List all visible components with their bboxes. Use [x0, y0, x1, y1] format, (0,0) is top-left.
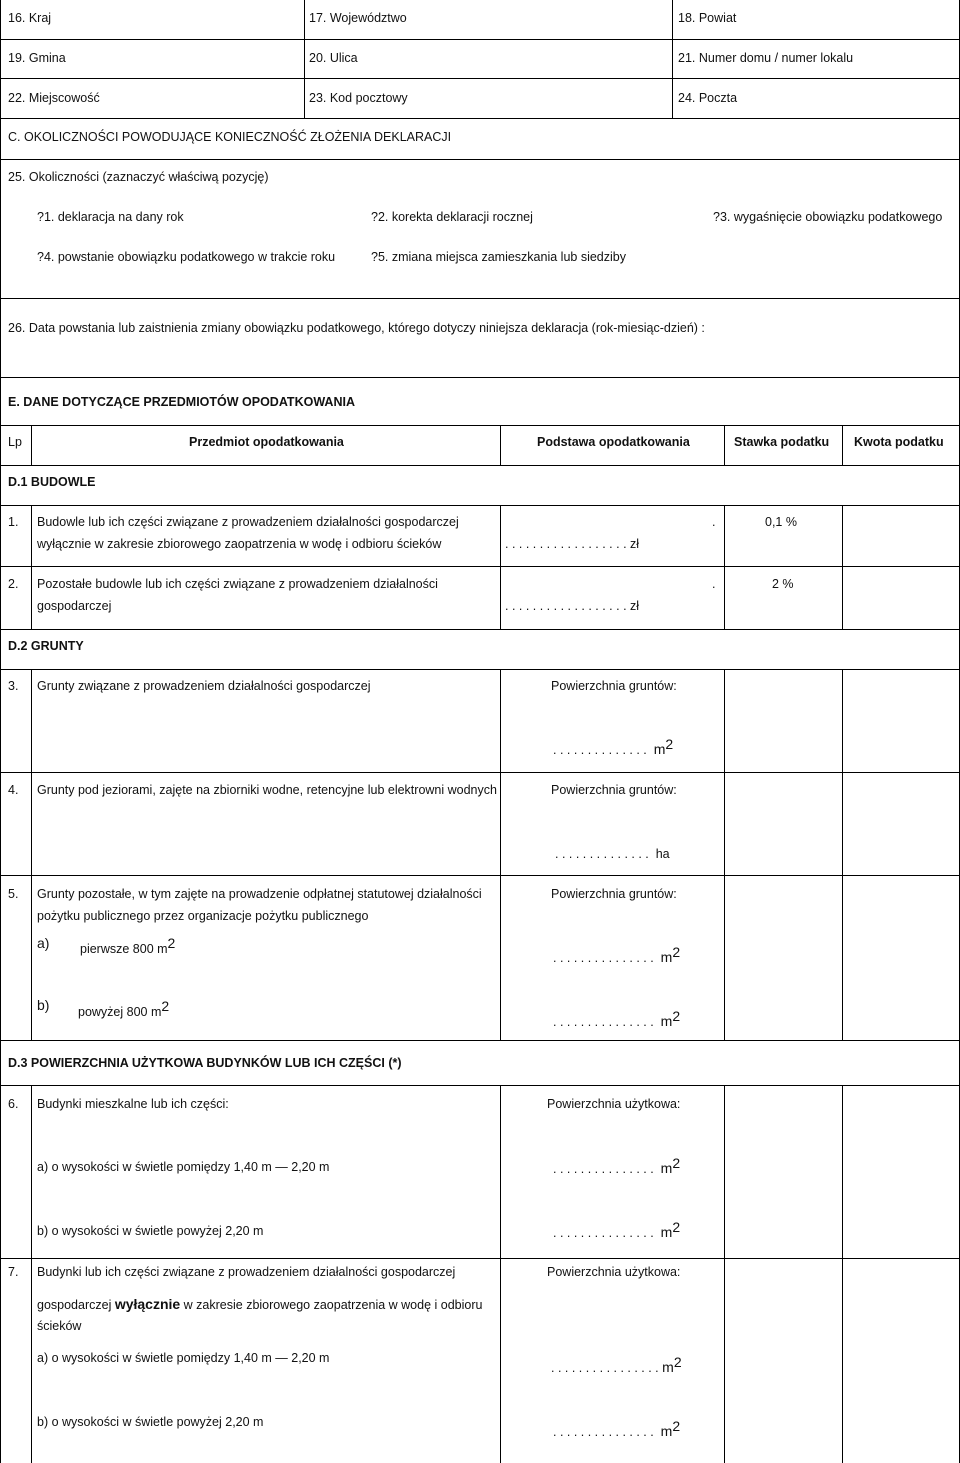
- divider: [842, 505, 843, 630]
- divider: [842, 1085, 843, 1463]
- row-4-area-input[interactable]: . . . . . . . . . . . . . . ha: [555, 847, 670, 861]
- header-podstawa: Podstawa opodatkowania: [537, 435, 690, 449]
- row-4-number: 4.: [8, 783, 19, 797]
- row-6b-text: b) o wysokości w świetle powyżej 2,20 m: [37, 1224, 264, 1238]
- divider: [724, 1085, 725, 1463]
- d2-title: D.2 GRUNTY: [8, 639, 84, 653]
- row-7b-area-input[interactable]: . . . . . . . . . . . . . . . m2: [553, 1418, 681, 1439]
- divider: [500, 1085, 501, 1463]
- divider: [500, 425, 501, 466]
- miejscowosc-field[interactable]: 22. Miejscowość: [8, 91, 100, 105]
- row-2-dot: .: [712, 577, 716, 591]
- row-2-text: gospodarczej: [37, 599, 112, 613]
- option-3-checkbox[interactable]: ?3. wygaśnięcie obowiązku podatkowego: [713, 210, 943, 224]
- row-7a-text: a) o wysokości w świetle pomiędzy 1,40 m — 2,20 m: [37, 1351, 330, 1365]
- row-2-number: 2.: [8, 577, 19, 591]
- row-5b-area-input[interactable]: . . . . . . . . . . . . . . . m2: [553, 1008, 681, 1029]
- row-7-number: 7.: [8, 1265, 19, 1279]
- d1-header: [0, 465, 960, 506]
- row-1-rate: 0,1 %: [765, 515, 797, 529]
- row-5-text: pożytku publicznego przez organizacje pożytku publicznego: [37, 909, 369, 923]
- d2-header: [0, 629, 960, 670]
- row-5b-letter: b): [37, 997, 50, 1013]
- header-przedmiot: Przedmiot opodatkowania: [189, 435, 344, 449]
- header-stawka: Stawka podatku: [734, 435, 830, 449]
- row-6a-text: a) o wysokości w świetle pomiędzy 1,40 m — 2,20 m: [37, 1160, 330, 1174]
- row-6-text: Budynki mieszkalne lub ich części:: [37, 1097, 229, 1111]
- row-3-text: Grunty związane z prowadzeniem działalności gospodarczej: [37, 679, 371, 693]
- row-7-text: gospodarczej wyłącznie w zakresie zbiorowego zaopatrzenia w wodę i odbioru: [37, 1296, 483, 1312]
- row-1-dot: .: [712, 515, 716, 529]
- divider: [842, 669, 843, 1041]
- row-6-number: 6.: [8, 1097, 19, 1111]
- row-7a-area-input[interactable]: . . . . . . . . . . . . . . . . m2: [551, 1354, 682, 1375]
- row-2-rate: 2 %: [772, 577, 794, 591]
- row-6b-area-input[interactable]: . . . . . . . . . . . . . . . m2: [553, 1219, 681, 1240]
- header-lp: Lp: [8, 435, 22, 449]
- divider: [724, 505, 725, 630]
- row-5b-text: powyżej 800 m2: [78, 998, 170, 1019]
- row-6-label: Powierzchnia użytkowa:: [547, 1097, 681, 1111]
- row-4-text: Grunty pod jeziorami, zajęte na zbiorniki wodne, retencyjne lub elektrowni wodnych: [37, 783, 497, 797]
- row-5a-letter: a): [37, 935, 50, 951]
- row-2-base-input[interactable]: . . . . . . . . . . . . . . . . . . zł: [505, 599, 640, 613]
- row-3-area-input[interactable]: . . . . . . . . . . . . . . m2: [553, 736, 674, 757]
- row-5a-area-input[interactable]: . . . . . . . . . . . . . . . m2: [553, 944, 681, 965]
- row-1-number: 1.: [8, 515, 19, 529]
- kraj-field[interactable]: 16. Kraj: [8, 11, 52, 25]
- d1-title: D.1 BUDOWLE: [8, 475, 96, 489]
- divider: [500, 505, 501, 630]
- row-4-label: Powierzchnia gruntów:: [551, 783, 677, 797]
- d1-row-2: [0, 566, 960, 630]
- divider: [672, 0, 673, 119]
- field-26-box[interactable]: [0, 298, 960, 378]
- row-3-label: Powierzchnia gruntów:: [551, 679, 677, 693]
- row-5-label: Powierzchnia gruntów:: [551, 887, 677, 901]
- numer-field[interactable]: 21. Numer domu / numer lokalu: [678, 51, 854, 65]
- wojewodztwo-field[interactable]: 17. Województwo: [309, 11, 407, 25]
- row-1-text: Budowle lub ich części związane z prowadzeniem działalności gospodarczej: [37, 515, 459, 529]
- row-1-text: wyłącznie w zakresie zbiorowego zaopatrzenia w wodę i odbioru ścieków: [37, 537, 442, 551]
- divider: [31, 505, 32, 630]
- powiat-field[interactable]: 18. Powiat: [678, 11, 737, 25]
- option-1-checkbox[interactable]: ?1. deklaracja na dany rok: [37, 210, 184, 224]
- row-3-number: 3.: [8, 679, 19, 693]
- divider: [724, 425, 725, 466]
- row-7-text: Budynki lub ich części związane z prowadzeniem działalności gospodarczej: [37, 1265, 456, 1279]
- row-7-text: ścieków: [37, 1319, 82, 1333]
- gmina-field[interactable]: 19. Gmina: [8, 51, 66, 65]
- address-row-1: [0, 0, 960, 40]
- row-2-text: Pozostałe budowle lub ich części związane z prowadzeniem działalności: [37, 577, 438, 591]
- row-7-label: Powierzchnia użytkowa:: [547, 1265, 681, 1279]
- divider: [500, 669, 501, 1041]
- divider: [31, 669, 32, 1041]
- ulica-field[interactable]: 20. Ulica: [309, 51, 358, 65]
- poczta-field[interactable]: 24. Poczta: [678, 91, 738, 105]
- option-4-checkbox[interactable]: ?4. powstanie obowiązku podatkowego w trakcie roku: [37, 250, 336, 264]
- row-7b-text: b) o wysokości w świetle powyżej 2,20 m: [37, 1415, 264, 1429]
- field-25-label: 25. Okoliczności (zaznaczyć właściwą pozycję): [8, 170, 269, 184]
- row-6a-area-input[interactable]: . . . . . . . . . . . . . . . m2: [553, 1155, 681, 1176]
- row-1-base-input[interactable]: . . . . . . . . . . . . . . . . . . zł: [505, 537, 640, 551]
- kod-field[interactable]: 23. Kod pocztowy: [309, 91, 408, 105]
- divider: [31, 1085, 32, 1463]
- section-e-title: E. DANE DOTYCZĄCE PRZEDMIOTÓW OPODATKOWANIA: [8, 395, 355, 409]
- d3-title: D.3 POWIERZCHNIA UŻYTKOWA BUDYNKÓW LUB ICH CZĘŚCI (*): [8, 1056, 402, 1070]
- option-2-checkbox[interactable]: ?2. korekta deklaracji rocznej: [371, 210, 533, 224]
- header-kwota: Kwota podatku: [854, 435, 944, 449]
- section-c-title: C. OKOLICZNOŚCI POWODUJĄCE KONIECZNOŚĆ ZŁOŻENIA DEKLARACJI: [8, 130, 452, 144]
- divider: [842, 425, 843, 466]
- option-5-checkbox[interactable]: ?5. zmiana miejsca zamieszkania lub siedziby: [371, 250, 626, 264]
- row-5a-text: pierwsze 800 m2: [80, 935, 176, 956]
- row-5-text: Grunty pozostałe, w tym zajęte na prowadzenie odpłatnej statutowej działalności: [37, 887, 482, 901]
- divider: [724, 669, 725, 1041]
- address-row-3: [0, 78, 960, 119]
- row-5-number: 5.: [8, 887, 19, 901]
- divider: [31, 425, 32, 466]
- divider: [304, 0, 305, 119]
- field-26-label: 26. Data powstania lub zaistnienia zmiany obowiązku podatkowego, którego dotyczy niniejsza deklaracja (rok-miesiąc-dzień) :: [8, 321, 705, 335]
